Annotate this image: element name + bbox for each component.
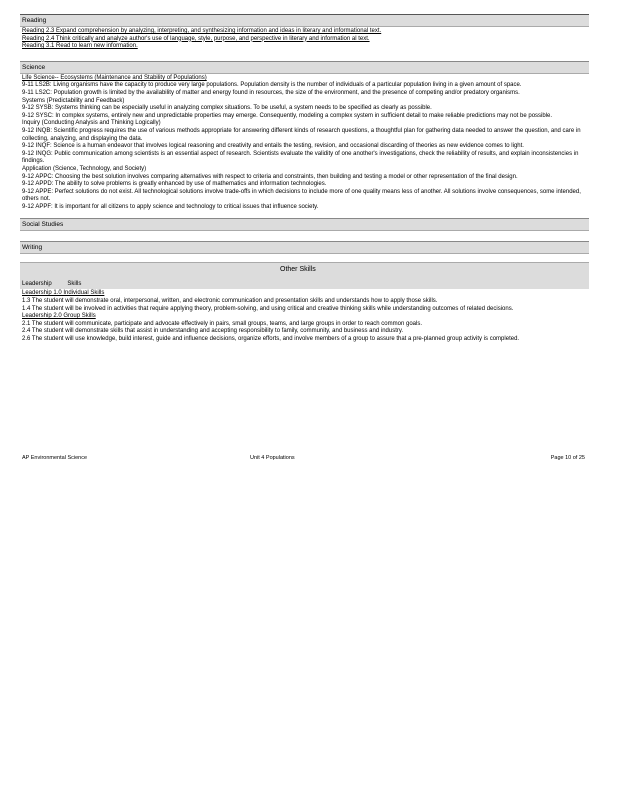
- science-standard: 9-12 APPC: Choosing the best solution involves comparing alternatives with respect to criteria and constraints, then building and testing a model or other representation of the final design.: [22, 173, 518, 180]
- science-header: Science: [20, 61, 589, 74]
- footer-page: Page 10 of 25: [550, 455, 585, 461]
- other-skills-block: [20, 289, 589, 344]
- leadership-standard: 2.1 The student will communicate, participate and advocate effectively in pairs, small groups, teams, and large groups in order to reach common goals.: [22, 320, 422, 327]
- science-title: Life Science-- Ecosystems (Maintenance and Stability of Populations): [22, 74, 207, 81]
- page-footer: [20, 454, 589, 463]
- leadership-standard: 2.4 The student will demonstrate skills that assist in understanding and accepting responsibility to family, community, and business and industry.: [22, 328, 404, 335]
- writing-header: Writing: [20, 241, 589, 254]
- science-standard: 9-11 LS2C: Population growth is limited by the availability of matter and energy found in resources, the size of the environment, and the presence of competing and/or predatory organisms.: [22, 89, 520, 96]
- leadership-label: Leadership: [22, 281, 52, 288]
- science-standard: 9-12 SYSB: Systems thinking can be especially useful in analyzing complex situations. To be useful, a system needs to be specified as clearly as possible.: [22, 105, 432, 112]
- other-skills-header: [20, 262, 589, 279]
- science-standard: 9-11 LS2B: Living organisms have the capacity to produce very large populations. Population density is the number of individuals of a particular population living in a given amount of space.: [22, 82, 522, 89]
- reading-standard: Reading 2.4 Think critically and analyze author's use of language, style, purpose, and perspective in literary and information al text.: [22, 35, 370, 42]
- reading-standard: Reading 2.3 Expand comprehension by analyzing, interpreting, and synthesizing information and ideas in literary and informational text.: [22, 28, 382, 34]
- science-standard: 9-12 INQF: Science is a human endeavor that involves logical reasoning and creativity and entails the testing, revision, and occasional discarding of theories as new evidence comes to light.: [22, 143, 524, 150]
- leadership-standard: 1.3 The student will demonstrate oral, interpersonal, written, and electronic communication and presentation skills and understands how to apply those skills.: [22, 298, 438, 305]
- science-block: [20, 74, 589, 213]
- other-skills-title: Other Skills: [280, 266, 316, 274]
- reading-block: [20, 27, 589, 52]
- science-subheading: Application (Science, Technology, and Society): [22, 165, 147, 172]
- reading-header: Reading: [20, 14, 589, 27]
- science-standard: 9-12 INQB: Scientific progress requires the use of various methods appropriate for answering different kinds of research questions, a thoughtful plan for gathering data needed to answer the question, and care in collecting, analyzing, and displaying the data.: [22, 127, 581, 142]
- footer-unit: Unit 4 Populations: [250, 455, 295, 461]
- leadership-skills-subheader: [20, 279, 589, 289]
- leadership-standard: 1.4 The student will be involved in activities that require applying theory, problem-solving, and using critical and creative thinking skills while understanding outcomes of related decisions.: [22, 305, 514, 312]
- leadership-title: Leadership 2.0 Group Skills: [22, 313, 96, 320]
- science-standard: 9-12 INQG: Public communication among scientists is an essential aspect of research. Scientists evaluate the validity of one another's investigations, check the reliability of results, and explain inconsistencies in findings.: [22, 150, 579, 165]
- footer-course: AP Environmental Science: [22, 455, 88, 461]
- reading-standard: Reading 3.1 Read to learn new information.: [22, 43, 138, 50]
- social-studies-header: Social Studies: [20, 218, 589, 231]
- science-subheading: Systems (Predictability and Feedback): [22, 97, 125, 104]
- science-standard: 9-12 APPD: The ability to solve problems is greatly enhanced by use of mathematics and information technologies.: [22, 181, 327, 188]
- science-standard: 9-12 APPF: It is important for all citizens to apply science and technology to critical issues that influence society.: [22, 203, 319, 210]
- leadership-standard: 2.6 The student will use knowledge, build interest, guide and influence decisions, organize efforts, and involve members of a group to assure that a pre-planned group activity is completed.: [22, 336, 520, 343]
- document-page: [20, 14, 589, 345]
- leadership-title: Leadership 1.0 Individual Skills: [22, 290, 105, 297]
- science-subheading: Inquiry (Conducting Analysis and Thinking Logically): [22, 120, 161, 127]
- science-standard: 9-12 APPE: Perfect solutions do not exist. All technological solutions involve trade-offs in which decisions to include more of one quality means less of another. All solutions involve consequences, some intended, others not.: [22, 188, 581, 203]
- skills-label: Skills: [67, 281, 82, 288]
- science-standard: 9-12 SYSC: In complex systems, entirely new and unpredictable properties may emerge. Consequently, modeling a complex system in sufficient detail to make reliable predictions may not be possible.: [22, 112, 553, 119]
